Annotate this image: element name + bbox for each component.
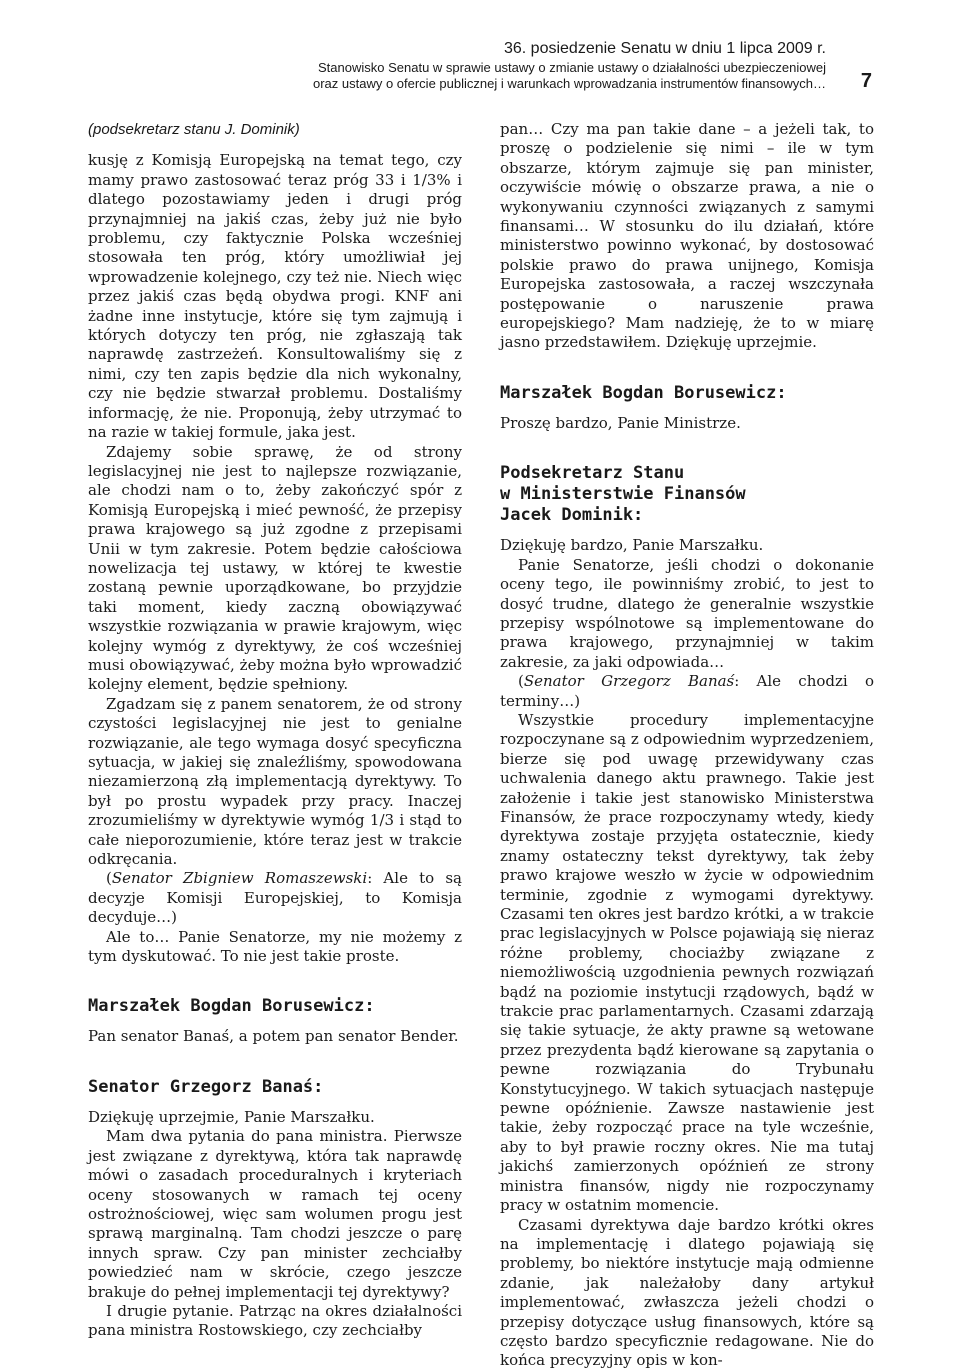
paragraph: Dziękuję uprzejmie, Panie Marszałku. — [88, 1107, 375, 1126]
agenda-line-1: Stanowisko Senatu w sprawie ustawy o zmianie ustawy o działalności ubezpieczeniowej — [318, 60, 826, 75]
interjection — [88, 869, 462, 927]
speaker-heading: Senator Grzegorz Banaś: — [88, 1076, 324, 1097]
speaker-name: Jacek Dominik: — [500, 505, 644, 526]
speaker-heading: Marszałek Bogdan Borusewicz: — [500, 382, 787, 403]
left-column — [88, 120, 462, 1341]
speaker-heading: Marszałek Bogdan Borusewicz: — [88, 996, 375, 1017]
session-title: 36. posiedzenie Senatu w dniu 1 lipca 2009 r. — [503, 40, 826, 57]
paragraph: kusję z Komisją Europejską na temat tego, czy mamy prawo zastosować teraz próg 33 i 1/3% i dlatego pozostawiamy jeden i drugi próg przynajmniej na jakiś czas, żeby już nie było problemu, czy faktycznie Polska wcześniej stosowała ten próg, który umożliwiał jej wprowadzenie kolejnego, czy też nie. Niech więc przez jakiś czas będą obydwa progi. KNF ani żadne inne instytucje, które się tym zajmują i których dotyczy ten próg, nie zgłaszają tak naprawdę zastrzeżeń. Konsultowaliśmy się z nimi, czy ten zapis będzie dla nich wykonalny, czy nie będzie stwarzał problemu. Dostaliśmy informację, że nie. Proponują, żeby utrzymać to na razie w takiej formule, jaka jest. — [88, 151, 462, 442]
speaker-ministry: w Ministerstwie Finansów — [500, 484, 746, 505]
page-header — [0, 0, 960, 100]
agenda-line-2: oraz ustawy o ofercie publicznej i warunkach wprowadzania instrumentów finansowych… — [312, 76, 826, 91]
interjection-open: ( — [106, 869, 112, 888]
paragraph: Zdajemy sobie sprawę, że od strony legislacyjnej nie jest to najlepsze rozwiązanie, ale chodzi nam o to, żeby zakończyć spór z Komisją Europejską i mieć pewność, że przepisy prawa krajowego są już zgodne z przepisami Unii w tym zakresie. Potem będzie całościowa nowelizacja tej ustawy, w której te kwestie zostaną pewnie uporządkowane, bo przyjdzie taki moment, kiedy zaczną obowiązywać wszystkie rozwiązania w prawie krajowym, więc kolejny wymóg z dyrektywy, że coś wcześniej musi obowiązywać, żeby można było wprowadzić kolejny element, będzie spełniony. — [88, 442, 462, 694]
interjection-speaker: Senator Zbigniew Romaszewski — [111, 869, 368, 888]
paragraph: Proszę bardzo, Panie Ministrze. — [500, 413, 741, 432]
paragraph: Panie Senatorze, jeśli chodzi o dokonanie oceny tego, ile powinniśmy zrobić, to jest to dosyć trudne, dlatego że generalnie wszystkie przepisy wspólnotowe są implementowane do prawa krajowego, przynajmniej w takim zakresie, za jaki odpowiada… — [500, 555, 874, 671]
paragraph: pan… Czy ma pan takie dane – a jeżeli tak, to proszę o podzielenie się nimi – ile w tym obszarze, którym zajmuje się pan minister, oczywiście mówię o obszarze prawa, a nie o wykonywaniu czynności związanych z samymi finansami… W stosunku do ilu działań, które ministerstwo powinno wykonać, by dostosować polskie prawo do prawa unijnego, Komisja Europejska zastosowała, a raczej wszczynała postępowanie o naruszenie prawa europejskiego? Mam nadzieję, że to w miarę jasno przedstawiłem. Dziękuję uprzejmie. — [500, 120, 874, 352]
paragraph: Mam dwa pytania do pana ministra. Pierwsze jest związane z dyrektywą, która tak naprawdę mówi o zasadach proceduralnych i kryteriach oceny stosowanych w ramach tej oceny ostrożnościowej, więc sam wolumen progu jest sprawą marginalną. Tam chodzi jeszcze o parę innych spraw. Czy pan minister zechciałby powiedzieć nam w skrócie, czego jeszcze brakuje do pełnej implementacji tej dyrektywy? — [88, 1127, 462, 1301]
paragraph: Zgadzam się z panem senatorem, że od strony czystości legislacyjnej nie jest to genialne rozwiązanie, ale tego wymaga dosyć specyficzna sytuacja, w jakiej się znaleźliśmy, spowodowana niezamierzoną złą implementacją dyrektywy. To był po prostu wypadek przy pracy. Inaczej zrozumieliśmy w dyrektywie wymóg 1/3 i stąd to całe nieporozumienie, które teraz jest w trakcie odkręcania. — [88, 694, 462, 869]
paragraph: Czasami dyrektywa daje bardzo krótki okres na implementację i dlatego pojawiają się problemy, bo niektóre instytucje mają odmienne zdanie, jak należałoby dany artykuł implementować, zwłaszcza jeżeli chodzi o przepisy dotyczące usług finansowych, które są często bardzo specyficznie redagowane. Nie do końca precyzyjny opis w kon- — [500, 1215, 874, 1370]
speaker-heading — [500, 463, 874, 526]
paragraph: Dziękuję bardzo, Panie Marszałku. — [500, 536, 764, 555]
paragraph: Ale to… Panie Senatorze, my nie możemy z tym dyskutować. To nie jest takie proste. — [88, 927, 462, 966]
interjection-speaker: Senator Grzegorz Banaś — [523, 672, 735, 691]
paragraph: Pan senator Banaś, a potem pan senator Bender. — [88, 1027, 459, 1046]
page-number: 7 — [860, 70, 872, 92]
interjection-text: : Ale to są decyzje Komisji Europejskiej, to Komisja decyduje…) — [88, 869, 462, 927]
interjection-text: : Ale chodzi o terminy…) — [500, 672, 874, 710]
running-speaker: (podsekretarz stanu J. Dominik) — [88, 121, 300, 138]
paragraph: Wszystkie procedury implementacyjne rozpoczynane są z odpowiednim wyprzedzeniem, bierze się pod uwagę przewidywany czas uchwalenia danego aktu prawnego. Takie jest założenie i takie jest stanowisko Ministerstwa Finansów, że prace rozpoczynamy wtedy, kiedy dyrektywa zostaje przyjęta ostatecznie, kiedy znamy ostateczny tekst dyrektywy, tak żeby prawo krajowe weszło w życie w odpowiednim terminie, zgodnie z wymogami dyrektywy. Czasami ten okres jest bardzo krótki, a w trakcie prac legislacyjnych w Polsce pojawiają się nieraz różne problemy, chociażby związane z niemożliwością uzgodnienia pewnych rozwiązań bądź na poziomie instytucji rządowych, bądź w trakcie prac parlamentarnych. Czasami zdarzają się takie sytuacje, że akty prawne są wetowane przez prezydenta bądź kierowane są zapytania o pewne rozwiązania do Trybunału Konstytucyjnego. W takich sytuacjach następuje pewne opóźnienie. Zawsze nastawienie jest takie, żeby rozpocząć prace na tyle wcześnie, aby to był prawie roczny okres. Nie ma tutaj jakichś zamierzonych opóźnień ze strony ministra finansów, nigdy nie rozpoczynamy pracy w ostatnim momencie. — [500, 710, 874, 1215]
speaker-title: Podsekretarz Stanu — [500, 463, 685, 484]
paragraph: I drugie pytanie. Patrząc na okres działalności pana ministra Rostowskiego, czy zechciałby — [88, 1301, 462, 1340]
interjection — [500, 672, 874, 711]
interjection-open: ( — [518, 672, 524, 691]
right-column — [500, 120, 874, 1371]
